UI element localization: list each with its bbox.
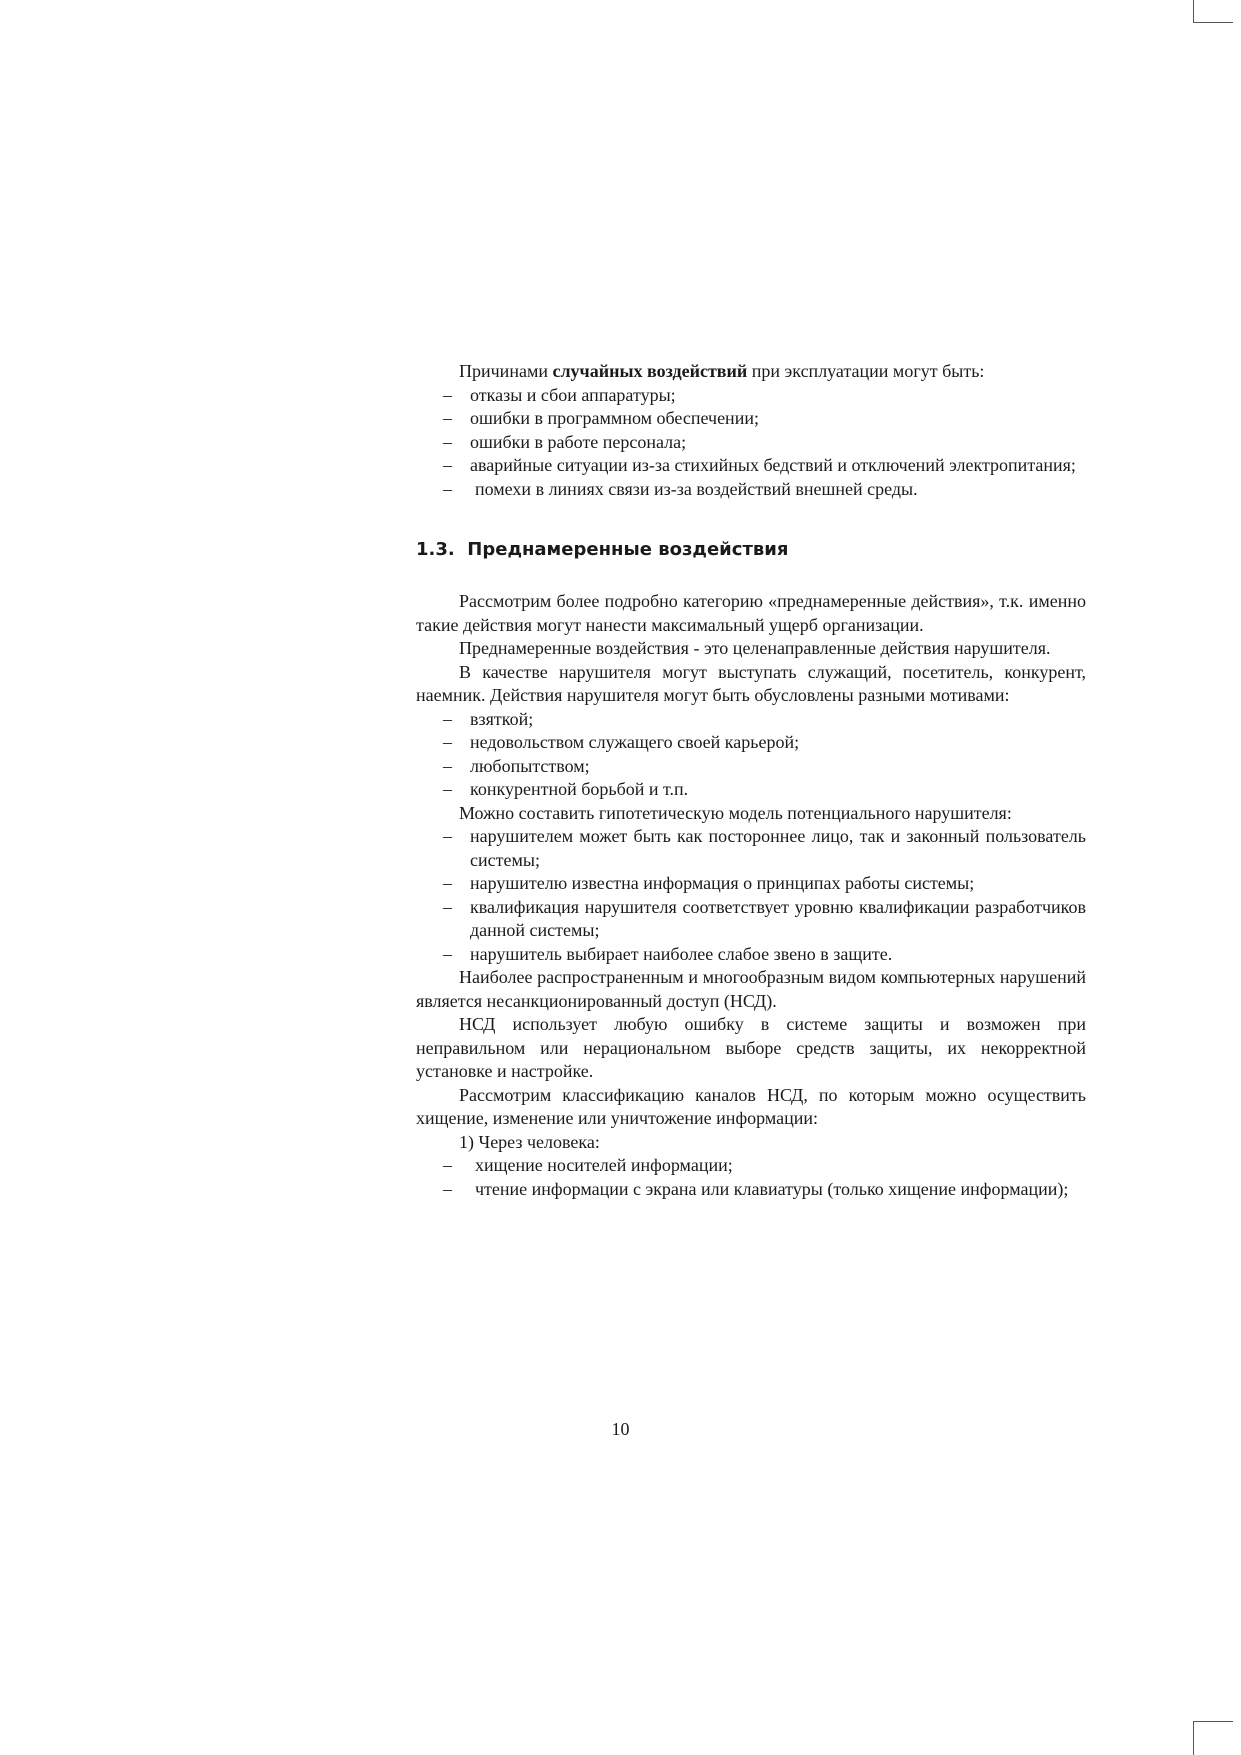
crop-mark-top-horizontal: [1193, 22, 1233, 23]
list-item: – аварийные ситуации из-за стихийных бедствий и отключений электропитания;: [443, 455, 1076, 475]
list-random-causes: [416, 384, 1086, 502]
list-item: – помехи в линиях связи из-за воздействий внешней среды.: [443, 478, 918, 499]
section-heading: 1.3. Преднамеренные воздействия: [416, 539, 789, 560]
list-item: – чтение информации с экрана или клавиатуры (только хищение информации);: [443, 1178, 1069, 1199]
crop-mark-bottom-horizontal: [1193, 1721, 1233, 1722]
list-item: – ошибки в программном обеспечении;: [443, 408, 759, 428]
list-item: – недовольством служащего своей карьерой;: [443, 732, 800, 752]
list-item: – нарушитель выбирает наиболее слабое звено в защите.: [443, 943, 893, 964]
list-item: – квалификация нарушителя соответствует уровню квалификации разработчиков данной системы;: [443, 896, 1086, 940]
intro-paragraph: Причинами случайных воздействий при эксплуатации могут быть:: [459, 361, 985, 381]
list-item: – нарушителем может быть как постороннее лицо, так и законный пользователь системы;: [443, 826, 1086, 870]
paragraph: В качестве нарушителя могут выступать служащий, посетитель, конкурент, наемник. Действия нарушителя могут быть обусловлены разными мотивами:: [416, 661, 1086, 705]
page-content: [416, 360, 1086, 1201]
list-channels-human: [416, 1154, 1086, 1201]
intro-bold-term: случайных воздействий: [552, 361, 748, 381]
list-motives: [416, 708, 1086, 802]
list-intruder-model: [416, 825, 1086, 966]
paragraph: Рассмотрим классификацию каналов НСД, по которым можно осуществить хищение, изменение или уничтожение информации:: [416, 1084, 1086, 1128]
page-number: 10: [611, 1419, 630, 1439]
subheading: 1) Через человека:: [459, 1131, 600, 1152]
list-item: – нарушителю известна информация о принципах работы системы;: [443, 873, 975, 893]
list-item: – конкурентной борьбой и т.п.: [443, 779, 689, 799]
paragraph: Преднамеренные воздействия - это целенаправленные действия нарушителя.: [459, 638, 1051, 658]
list-item: – ошибки в работе персонала;: [443, 431, 687, 452]
list-item: – хищение носителей информации;: [443, 1155, 733, 1175]
paragraph: Рассмотрим более подробно категорию «преднамеренные действия», т.к. именно такие действия могут нанести максимальный ущерб организации.: [416, 591, 1086, 635]
list-item: – отказы и сбои аппаратуры;: [443, 384, 676, 405]
list-item: – любопытством;: [443, 755, 590, 776]
list-item: – взяткой;: [443, 708, 534, 729]
paragraph: НСД использует любую ошибку в системе защиты и возможен при неправильном или нерациональном выборе средств защиты, их некорректной установке и настройке.: [416, 1014, 1086, 1081]
paragraph: Наиболее распространенным и многообразным видом компьютерных нарушений является несанкционированный доступ (НСД).: [416, 967, 1086, 1011]
crop-mark-top-vertical: [1193, 0, 1194, 22]
crop-mark-bottom-vertical: [1193, 1721, 1194, 1755]
paragraph: Можно составить гипотетическую модель потенциального нарушителя:: [459, 802, 1012, 823]
